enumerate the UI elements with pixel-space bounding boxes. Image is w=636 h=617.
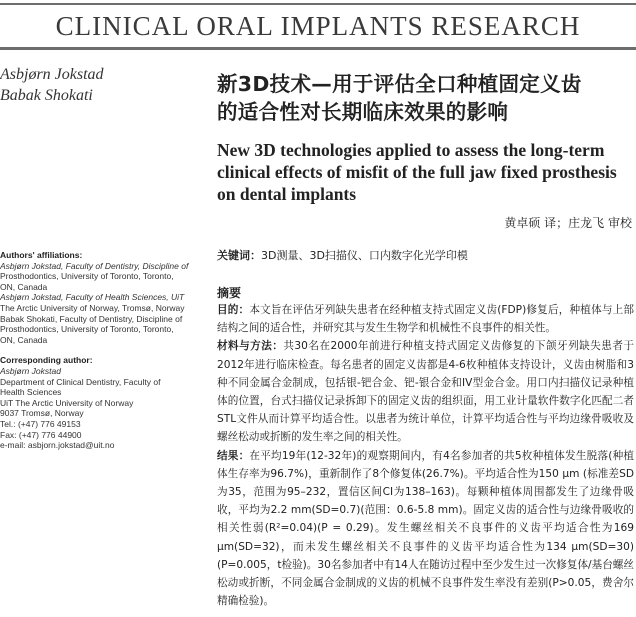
affiliation-line: The Arctic University of Norway, Tromsø, Norway	[0, 302, 185, 313]
email-line: e-mail: asbjorn.jokstad@uit.no	[0, 440, 115, 451]
abstract-methods	[217, 337, 634, 446]
affiliation-line: ON, Canada	[0, 281, 48, 292]
translator-credit: 黄卓硕 译；庄龙飞 审校	[504, 216, 632, 230]
header-rule-bottom	[0, 47, 636, 50]
title-zh-line: 新3D技术—用于评估全口种植固定义齿	[217, 72, 582, 96]
methods-label: 材料与方法：	[217, 340, 284, 353]
author-name: Babak Shokati	[0, 87, 93, 104]
abstract-results	[217, 447, 634, 611]
journal-title: CLINICAL ORAL IMPLANTS RESEARCH	[55, 10, 581, 41]
results-text: 在平均19年(12-32年)的观察期间内，有4名参加者的共5枚种植体发生脱落(种植体生存率为96.7%)，重新制作了8个修复体(26.7%)。平均适合性为150 μm (标准差SD为35，范围为95–232，置信区间CI为138–163)。每颗种植体周围都发生了边缘骨吸收，平均为2.2 mm(SD=0.7)(范围：0.6-5.8 mm)。固定义齿的适合性与边缘骨吸收的相关性弱(R²=0.04)(P = 0.29)。发生螺丝相关不良事件的义齿平均适合性为169 μm(SD=32)，而未发生螺丝相关不良事件的义齿平均适合性为134 μm(SD=30)(P=0.005，t检验)。30名参加者中有14人在随访过程中至少发生过一次修复体/基台螺丝松动或折断，不同金属合金制成的义齿的机械不良事件发生率没有差别(P>0.05，费舍尔精确检验)。	[217, 449, 635, 608]
affiliation-line: Prosthodontics, University of Toronto, Toronto,	[0, 324, 174, 335]
objective-text: 本文旨在评估牙列缺失患者在经种植支持式固定义齿(FDP)修复后，种植体与上部结构之间的适合性，并研究其与发生生物学和机械性不良事件的相关性。	[217, 304, 634, 335]
affiliation-line: Babak Shokati, Faculty of Dentistry, Discipline of	[0, 313, 183, 324]
affiliation-line: Asbjørn Jokstad, Faculty of Health Sciences, UiT	[0, 292, 185, 303]
title-en-line: New 3D technologies applied to assess the long-term	[217, 140, 605, 160]
affiliation-line: ON, Canada	[0, 334, 48, 345]
corresponding-line: Tel.: (+47) 776 49153	[0, 418, 81, 429]
author-name: Asbjørn Jokstad	[0, 66, 104, 83]
title-english	[217, 139, 632, 205]
corresponding-line: 9037 Tromsø, Norway	[0, 408, 84, 419]
methods-text: 共30名在2000年前进行种植支持式固定义齿修复的下颌牙列缺失患者于2012年进行临床检查。每名患者的固定义齿都是4-6枚种植体支持设计，义齿由树脂和3种不同金属合金制成，包括银-钯合金、钯-银合金和IV型金合金。用口内扫描仪记录种植体的位置，台式扫描仪记录拆卸下的固定义齿的组织面，用工业计量软件数字化匹配二者STL文件从而计算平均适合性。以患者为统计单位，计算平均适合性与平均边缘骨吸收及螺丝松动或折断的发生率之间的相关性。	[217, 340, 634, 444]
affiliation-line: Asbjørn Jokstad, Faculty of Dentistry, Discipline of	[0, 260, 189, 271]
title-zh-line: 的适合性对长期临床效果的影响	[217, 100, 509, 124]
title-chinese	[217, 70, 632, 126]
main-content	[217, 248, 634, 610]
corresponding-line: Asbjørn Jokstad	[0, 365, 61, 376]
title-en-line: clinical effects of misfit of the full jaw fixed prosthesis	[217, 162, 617, 182]
objective-label: 目的：	[217, 304, 250, 316]
affiliation-line: Prosthodontics, University of Toronto, Toronto,	[0, 271, 174, 282]
corresponding-line: UiT The Arctic University of Norway	[0, 397, 134, 408]
keywords-text: 3D测量、3D扫描仪、口内数字化光学印模	[261, 249, 468, 262]
corresponding-line: Fax: (+47) 776 44900	[0, 429, 82, 440]
corresponding-heading: Corresponding author:	[0, 355, 93, 366]
author-list	[0, 64, 200, 106]
keywords-label: 关键词：	[217, 249, 261, 262]
corresponding-line: Health Sciences	[0, 387, 62, 398]
title-block	[217, 70, 632, 231]
journal-header	[0, 0, 636, 52]
corresponding-line: Department of Clinical Dentistry, Faculty of	[0, 376, 161, 387]
keywords	[217, 248, 634, 264]
title-en-line: on dental implants	[217, 184, 357, 204]
abstract-objective	[217, 301, 634, 337]
sidebar-affiliations	[0, 250, 205, 451]
abstract-heading: 摘要	[217, 286, 242, 300]
results-label: 结果：	[217, 449, 250, 462]
affiliations-heading: Authors' affiliations:	[0, 250, 83, 260]
